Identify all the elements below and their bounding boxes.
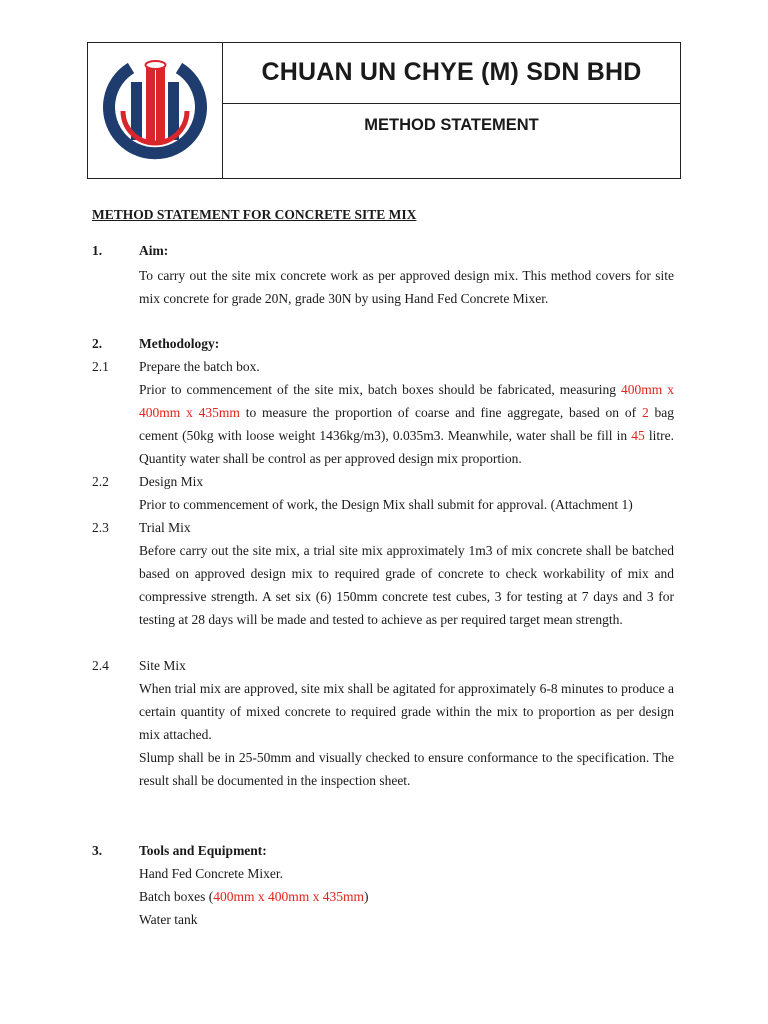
subsection-label: Trial Mix xyxy=(139,520,191,535)
section-label: Aim: xyxy=(139,243,169,258)
section-label: Tools and Equipment: xyxy=(139,843,267,858)
subsection-number: 2.4 xyxy=(92,658,109,673)
subsection-label: Prepare the batch box. xyxy=(139,359,260,374)
text-run: to measure the proportion of coarse and fine aggregate, based on of xyxy=(239,405,642,420)
logo-cell xyxy=(88,43,223,178)
company-name: CHUAN UN CHYE (M) SDN BHD xyxy=(223,43,680,104)
site-mix-text: When trial mix are approved, site mix shall be agitated for approximately 6-8 minutes to produce a certain quantity of mixed concrete to required grade within the mix to proportion as per design mix attached. xyxy=(139,681,674,742)
document-type: METHOD STATEMENT xyxy=(364,116,539,134)
highlight-dimension: 400mm x 400mm x 435mm xyxy=(139,382,674,420)
text-run: ) xyxy=(364,889,369,904)
highlight-bag-count: 2 xyxy=(641,405,649,420)
text-run: litre. Quantity water shall be control as per approved design mix proportion. xyxy=(139,428,674,466)
highlight-dimension: 400mm x 400mm x 435mm xyxy=(213,889,364,904)
company-logo-icon xyxy=(101,56,209,166)
design-mix-text: Prior to commencement of work, the Design Mix shall submit for approval. (Attachment 1) xyxy=(139,497,633,512)
subsection-number: 2.2 xyxy=(92,474,109,489)
section-label: Methodology: xyxy=(139,336,220,351)
subsection-label: Design Mix xyxy=(139,474,204,489)
subsection-number: 2.1 xyxy=(92,359,109,374)
aim-text: To carry out the site mix concrete work as per approved design mix. This method covers for site mix concrete for grade 20N, grade 30N by using Hand Fed Concrete Mixer. xyxy=(139,268,674,306)
subsection-label: Site Mix xyxy=(139,658,186,673)
section-number: 1. xyxy=(92,243,103,258)
tool-item: Hand Fed Concrete Mixer. xyxy=(139,866,283,881)
document-header xyxy=(87,42,681,179)
text-run: Prior to commencement of the site mix, batch boxes should be fabricated, measuring xyxy=(139,382,621,397)
slump-text: Slump shall be in 25-50mm and visually checked to ensure conformance to the specification. The result shall be documented in the inspection sheet. xyxy=(139,750,674,788)
header-text-cell xyxy=(223,43,680,178)
tool-item xyxy=(139,889,369,905)
section-number: 3. xyxy=(92,843,103,858)
trial-mix-text: Before carry out the site mix, a trial site mix approximately 1m3 of mix concrete shall be batched based on approved design mix to required grade of concrete to check workability of mix and compressive strength. A set six (6) 150mm concrete test cubes, 3 for testing at 7 days and 3 for testing at 28 days will be made and tested to achieve as per required target mean strength. xyxy=(139,543,674,627)
subsection-number: 2.3 xyxy=(92,520,109,535)
highlight-water-litres: 45 xyxy=(631,428,645,443)
document-title: METHOD STATEMENT FOR CONCRETE SITE MIX xyxy=(92,207,417,222)
batch-box-text xyxy=(139,378,674,470)
section-number: 2. xyxy=(92,336,103,351)
text-run: bag cement (50kg with loose weight 1436kg/m3), 0.035m3. Meanwhile, water shall be fill in xyxy=(139,405,674,443)
text-run: Batch boxes ( xyxy=(139,889,214,904)
tool-item: Water tank xyxy=(139,912,198,927)
